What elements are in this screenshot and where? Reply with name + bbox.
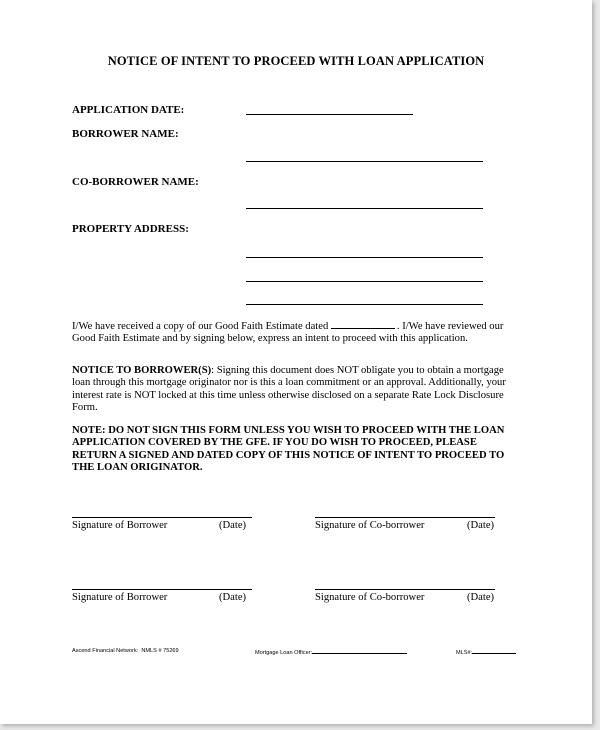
footer-nmls: NMLS # 75269 — [141, 648, 179, 654]
footer-officer-label: Mortgage Loan Officer: — [255, 650, 313, 656]
co-borrower-signature-line-1[interactable] — [315, 517, 495, 518]
co-borrower-name-label: CO-BORROWER NAME: — [72, 176, 199, 188]
borrower-date-label-2: (Date) — [219, 592, 247, 603]
property-address-line-2[interactable] — [246, 281, 483, 282]
property-address-label: PROPERTY ADDRESS: — [72, 223, 189, 235]
borrower-name-line[interactable] — [246, 161, 483, 162]
application-date-line[interactable] — [246, 114, 413, 115]
acknowledgement-part2: . I/We have reviewed our Good Faith Estimate and by signing below, express an intent to proceed with this application. — [72, 321, 504, 345]
notice-paragraph — [72, 365, 522, 415]
property-address-line-1[interactable] — [246, 257, 483, 258]
footer-officer-blank[interactable] — [312, 648, 407, 654]
co-borrower-name-line[interactable] — [246, 208, 483, 209]
notice-text: : Signing this document does NOT obligate you to obtain a mortgage loan through this mortgage originator nor is this a loan commitment or an approval. Additionally, your interest rate is NOT locked at this time unless otherwise disclosed on a separate Rate Lock Disclosure Form. — [72, 365, 506, 414]
borrower-signature-line-2[interactable] — [72, 589, 252, 590]
borrower-signature-label-2: Signature of Borrower — [72, 592, 168, 603]
document-title: NOTICE OF INTENT TO PROCEED WITH LOAN APPLICATION — [107, 54, 485, 68]
note-paragraph: NOTE: DO NOT SIGN THIS FORM UNLESS YOU WISH TO PROCEED WITH THE LOAN APPLICATION COVERED BY THE GFE. IF YOU DO WISH TO PROCEED, PLEASE RETURN A SIGNED AND DATED COPY OF THIS NOTICE OF INTENT TO PROCEED TO THE LOAN ORIGINATOR. — [72, 425, 505, 474]
borrower-signature-line-1[interactable] — [72, 517, 252, 518]
co-borrower-signature-line-2[interactable] — [315, 589, 495, 590]
property-address-line-3[interactable] — [246, 304, 483, 305]
borrower-date-label-1: (Date) — [219, 520, 247, 531]
application-date-label: APPLICATION DATE: — [72, 104, 185, 116]
borrower-name-label: BORROWER NAME: — [72, 128, 179, 140]
co-borrower-date-label-2: (Date) — [467, 592, 495, 603]
footer-mls-label: MLS#: — [456, 650, 473, 656]
footer-network — [72, 648, 179, 654]
co-borrower-signature-label-1: Signature of Co-borrower — [315, 520, 425, 531]
borrower-signature-label-1: Signature of Borrower — [72, 520, 168, 531]
gfe-date-blank[interactable] — [331, 319, 395, 329]
acknowledgement-paragraph — [72, 319, 522, 346]
footer-officer — [255, 648, 407, 656]
footer-network-label: Ascend Financial Network: — [72, 648, 139, 654]
co-borrower-signature-label-2: Signature of Co-borrower — [315, 592, 425, 603]
footer-mls-blank[interactable] — [472, 648, 516, 654]
notice-label: NOTICE TO BORROWER(S) — [72, 365, 212, 376]
footer-mls — [456, 648, 516, 656]
acknowledgement-part1: I/We have received a copy of our Good Faith Estimate dated — [72, 321, 329, 332]
co-borrower-date-label-1: (Date) — [467, 520, 495, 531]
